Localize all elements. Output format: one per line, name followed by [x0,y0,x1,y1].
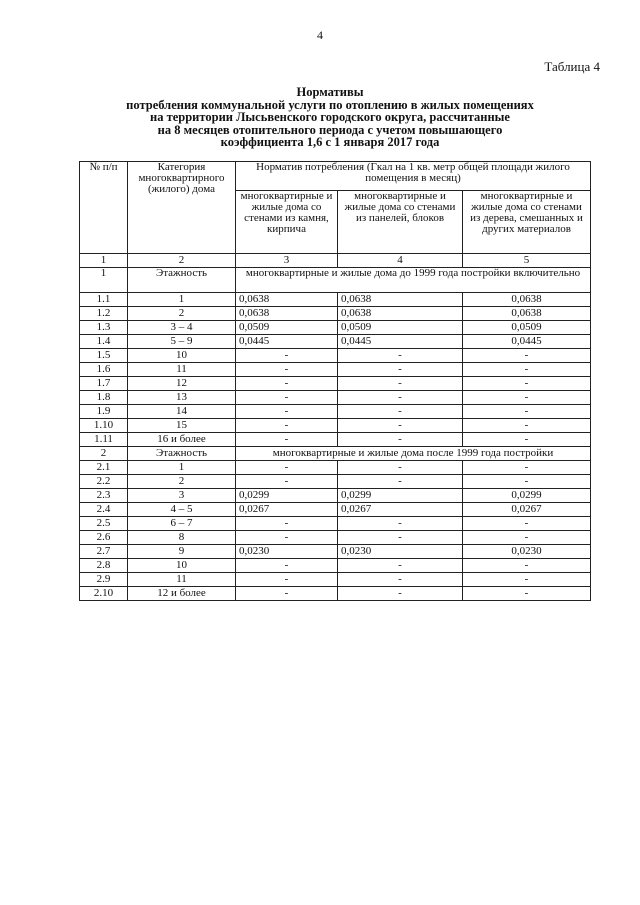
row-num: 2.6 [80,531,128,545]
table-label: Таблица 4 [544,59,600,74]
row-num: 2.3 [80,489,128,503]
value-wood: - [463,349,591,363]
norms-table [79,161,591,601]
row-floors: 1 [128,293,236,307]
value-wood: - [463,531,591,545]
title-line: потребления коммунальной услуги по отоплению в жилых помещениях [126,97,534,112]
value-panel: 0,0445 [338,335,463,349]
section-num: 2 [80,447,128,461]
header-wood: многоквартирные и жилые дома со стенами из дерева, смешанных и других материалов [463,191,591,254]
value-wood: 0,0509 [463,321,591,335]
value-panel: 0,0638 [338,307,463,321]
value-stone: - [236,419,338,433]
value-wood: 0,0267 [463,503,591,517]
value-stone: - [236,377,338,391]
value-wood: 0,0230 [463,545,591,559]
row-floors: 5 – 9 [128,335,236,349]
table-row [80,489,591,503]
table-row [80,517,591,531]
table-row [80,531,591,545]
value-panel: - [338,559,463,573]
value-stone: 0,0445 [236,335,338,349]
row-floors: 2 [128,475,236,489]
row-num: 2.10 [80,587,128,601]
row-num: 2.2 [80,475,128,489]
row-floors: 10 [128,349,236,363]
value-stone: - [236,461,338,475]
row-num: 2.1 [80,461,128,475]
value-wood: - [463,363,591,377]
row-num: 2.5 [80,517,128,531]
value-panel: - [338,587,463,601]
table-row [80,349,591,363]
row-floors: 3 [128,489,236,503]
value-wood: 0,0638 [463,293,591,307]
row-floors: 4 – 5 [128,503,236,517]
row-floors: 12 [128,377,236,391]
table-row [80,405,591,419]
value-stone: - [236,531,338,545]
value-wood: 0,0299 [463,489,591,503]
value-wood: 0,0445 [463,335,591,349]
row-floors: 10 [128,559,236,573]
value-wood: - [463,475,591,489]
value-stone: - [236,349,338,363]
value-panel: 0,0267 [338,503,463,517]
row-num: 1.11 [80,433,128,447]
table-row [80,307,591,321]
row-floors: 2 [128,307,236,321]
table-row [80,587,591,601]
index-row [80,254,591,268]
value-panel: - [338,517,463,531]
value-stone: - [236,391,338,405]
value-stone: 0,0638 [236,293,338,307]
title-line: Нормативы [296,85,364,99]
table-row [80,391,591,405]
value-panel: 0,0230 [338,545,463,559]
header-norm: Норматив потребления (Гкал на 1 кв. метр общей площади жилого помещения в месяц) [236,162,591,191]
table-row [80,321,591,335]
table-row [80,573,591,587]
section-category: Этажность [128,268,236,293]
value-stone: - [236,587,338,601]
section-row [80,447,591,461]
row-num: 2.4 [80,503,128,517]
value-stone: - [236,433,338,447]
table-row [80,293,591,307]
value-panel: - [338,433,463,447]
row-floors: 13 [128,391,236,405]
row-num: 1.5 [80,349,128,363]
row-floors: 11 [128,573,236,587]
row-floors: 16 и более [128,433,236,447]
value-panel: - [338,377,463,391]
value-panel: - [338,363,463,377]
title-line: коэффициента 1,6 с 1 января 2017 года [220,135,440,149]
row-num: 1.7 [80,377,128,391]
value-stone: 0,0299 [236,489,338,503]
row-num: 1.3 [80,321,128,335]
row-num: 1.6 [80,363,128,377]
table-row [80,335,591,349]
row-num: 1.1 [80,293,128,307]
value-panel: - [338,461,463,475]
value-wood: - [463,587,591,601]
row-floors: 15 [128,419,236,433]
row-floors: 8 [128,531,236,545]
value-panel: 0,0509 [338,321,463,335]
value-panel: - [338,391,463,405]
row-num: 2.9 [80,573,128,587]
value-stone: - [236,405,338,419]
section-num: 1 [80,268,128,293]
row-floors: 11 [128,363,236,377]
value-stone: - [236,573,338,587]
table-row [80,419,591,433]
value-wood: - [463,419,591,433]
value-stone: 0,0267 [236,503,338,517]
table-row [80,433,591,447]
table-row [80,475,591,489]
header-row [80,162,591,191]
header-panel: многоквартирные и жилые дома со стенами из панелей, блоков [338,191,463,254]
row-num: 1.8 [80,391,128,405]
value-stone: 0,0509 [236,321,338,335]
row-num: 1.2 [80,307,128,321]
value-stone: 0,0638 [236,307,338,321]
value-wood: - [463,377,591,391]
section-span-text: многоквартирные и жилые дома до 1999 года постройки включительно [236,268,591,293]
value-panel: 0,0299 [338,489,463,503]
value-panel: - [338,419,463,433]
value-stone: - [236,363,338,377]
value-stone: 0,0230 [236,545,338,559]
index-cell: 3 [236,254,338,268]
table-row [80,377,591,391]
row-floors: 3 – 4 [128,321,236,335]
value-panel: - [338,405,463,419]
header-stone: многоквартирные и жилые дома со стенами из камня, кирпича [236,191,338,254]
value-stone: - [236,559,338,573]
row-num: 2.8 [80,559,128,573]
value-stone: - [236,475,338,489]
value-stone: - [236,517,338,531]
value-panel: - [338,475,463,489]
row-num: 1.4 [80,335,128,349]
row-num: 2.7 [80,545,128,559]
row-floors: 12 и более [128,587,236,601]
value-panel: 0,0638 [338,293,463,307]
table-row [80,559,591,573]
index-cell: 5 [463,254,591,268]
value-wood: - [463,517,591,531]
table-row [80,363,591,377]
header-category: Категория многоквартирного (жилого) дома [128,162,236,254]
index-cell: 1 [80,254,128,268]
value-wood: 0,0638 [463,307,591,321]
table-row [80,503,591,517]
row-floors: 6 – 7 [128,517,236,531]
value-wood: - [463,573,591,587]
index-cell: 4 [338,254,463,268]
table-row [80,545,591,559]
value-wood: - [463,461,591,475]
index-cell: 2 [128,254,236,268]
row-floors: 14 [128,405,236,419]
value-panel: - [338,573,463,587]
section-category: Этажность [128,447,236,461]
row-num: 1.9 [80,405,128,419]
row-floors: 1 [128,461,236,475]
document-title [60,86,600,149]
value-wood: - [463,559,591,573]
row-floors: 9 [128,545,236,559]
title-line: на территории Лысьвенского городского округа, рассчитанные [150,110,510,124]
row-num: 1.10 [80,419,128,433]
header-num: № п/п [80,162,128,254]
value-panel: - [338,531,463,545]
page-number: 4 [317,28,323,42]
title-line: на 8 месяцев отопительного периода с учетом повышающего [157,122,503,137]
value-panel: - [338,349,463,363]
value-wood: - [463,391,591,405]
section-span-text: многоквартирные и жилые дома после 1999 года постройки [236,447,591,461]
table-row [80,461,591,475]
value-wood: - [463,405,591,419]
value-wood: - [463,433,591,447]
section-row [80,268,591,293]
